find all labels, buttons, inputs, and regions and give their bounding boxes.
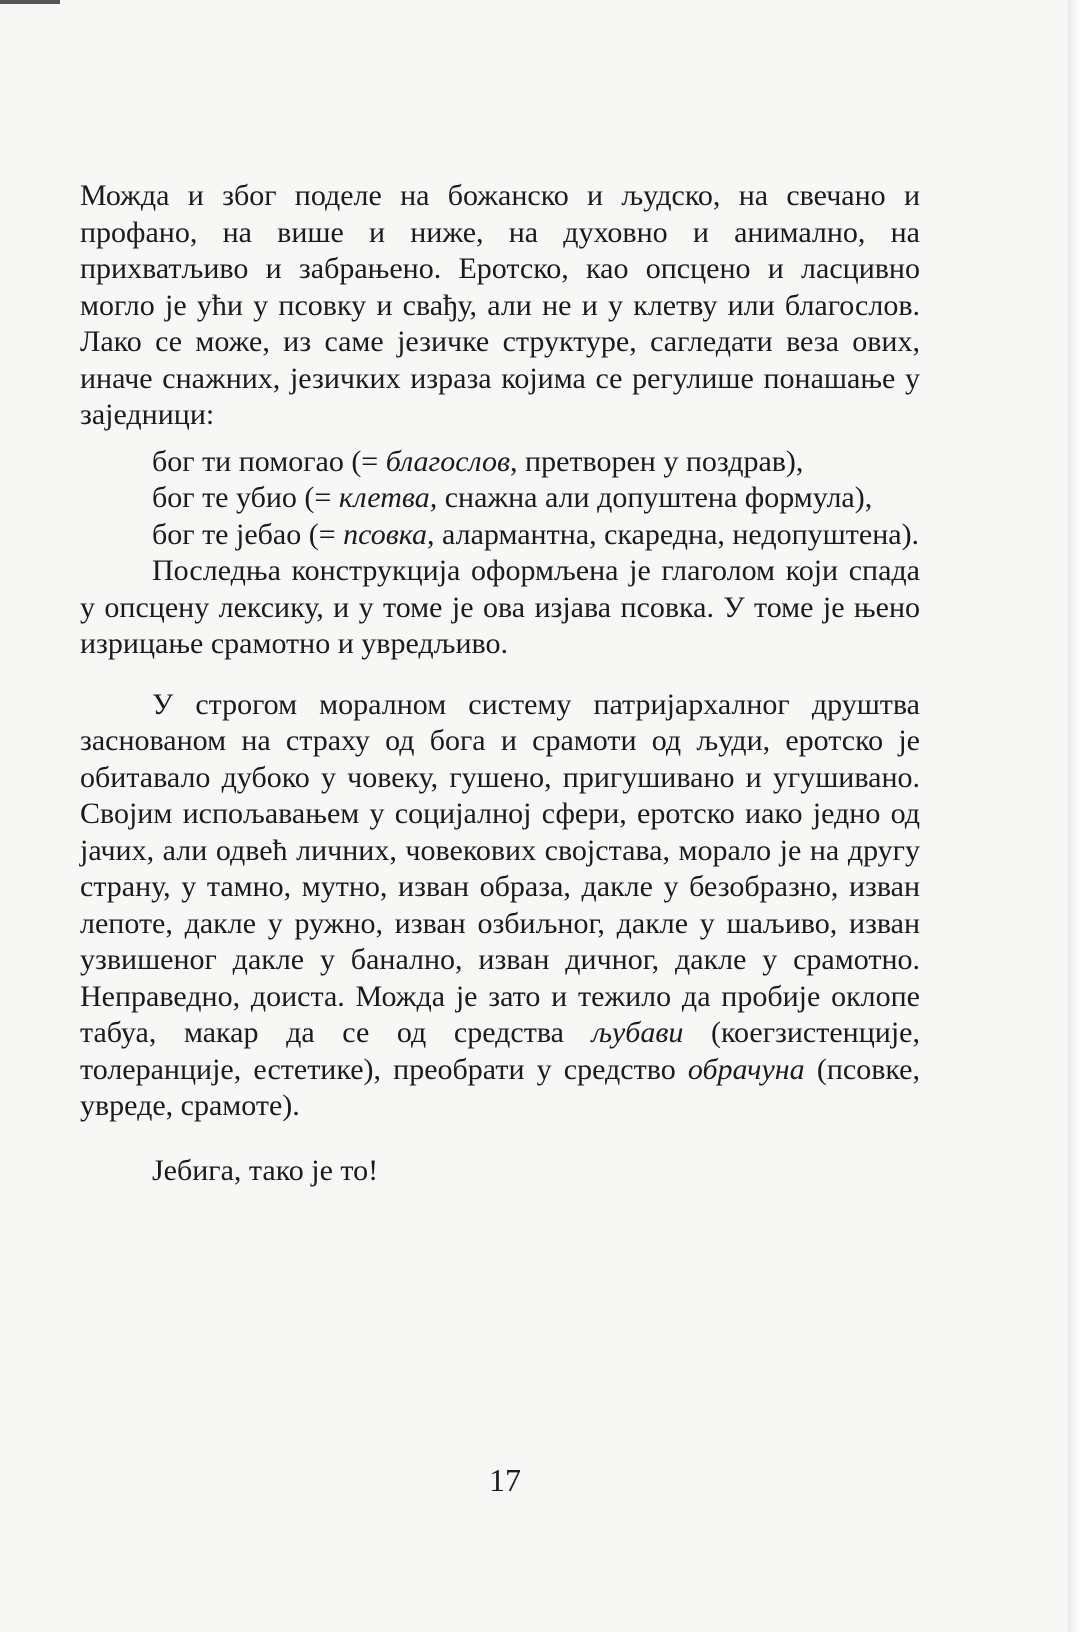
- term-love: љубави: [591, 1016, 684, 1049]
- page-edge: [1068, 0, 1080, 1632]
- term-curse: клетва,: [338, 481, 438, 514]
- term-blessing: благослов: [385, 444, 511, 478]
- formula-curse: бог те убио (= клетва, снажна али допуштена формула),: [152, 481, 873, 514]
- scan-edge-mark: [0, 0, 60, 4]
- formula-blessing: бог ти помогао (= благослов, претворен у поздрав),: [152, 444, 804, 478]
- closing-line: Јебига, тако је то!: [152, 1153, 379, 1187]
- page-number: 17: [489, 1462, 521, 1498]
- paragraph-1: Можда и због поделе на божанско и људско, на свечано и профано, на више и ниже, на духовно и анимално, на прихватљиво и забрањено. Еротско, као опсцено и ласцивно могло је ући у псовку и свађу, али не и у клетву или благослов. Лако се може, из саме језичке структуре, сагледати веза ових, иначе снажних, језичких израза којима се регулише понашање у заједници:: [80, 179, 920, 431]
- term-reckoning: обрачуна: [687, 1052, 805, 1086]
- page-body-text: [80, 178, 920, 1189]
- term-swearword: псовка: [343, 517, 428, 551]
- paragraph-2: Последња конструкција оформљена је глаголом који спада у опсцену лексику, и у томе је ова изјава псовка. У томе је њено изрицање срамотно и увредљиво.: [80, 554, 920, 660]
- paragraph-3: У строгом моралном систему патријархалног друштва заснованом на страху од бога и срамоти од људи, еротско је обитавало дубоко у човеку, гушено, пригушивано и угушивано. Својим испољавањем у социјалној сфери, еротско иако једно од јачих, али одвећ личних, човекових својстава, морало је на другу страну, у тамно, мутно, изван образа, дакле у безобразно, изван лепоте, дакле у ружно, изван озбиљног, дакле у шаљиво, изван узвишеног дакле у банално, изван дичног, дакле у срамотно. Неправедно, доиста. Можда је зато и тежило да пробије оклопе табуа, макар да се од средства љубави (коегзистенције, толеранције, естетике), преобрати у средство обрачуна (псовке, увреде, срамоте).: [80, 687, 920, 1122]
- formula-swearword: бог те јебао (= псовка, алармантна, скаредна, недопуштена).: [152, 517, 920, 551]
